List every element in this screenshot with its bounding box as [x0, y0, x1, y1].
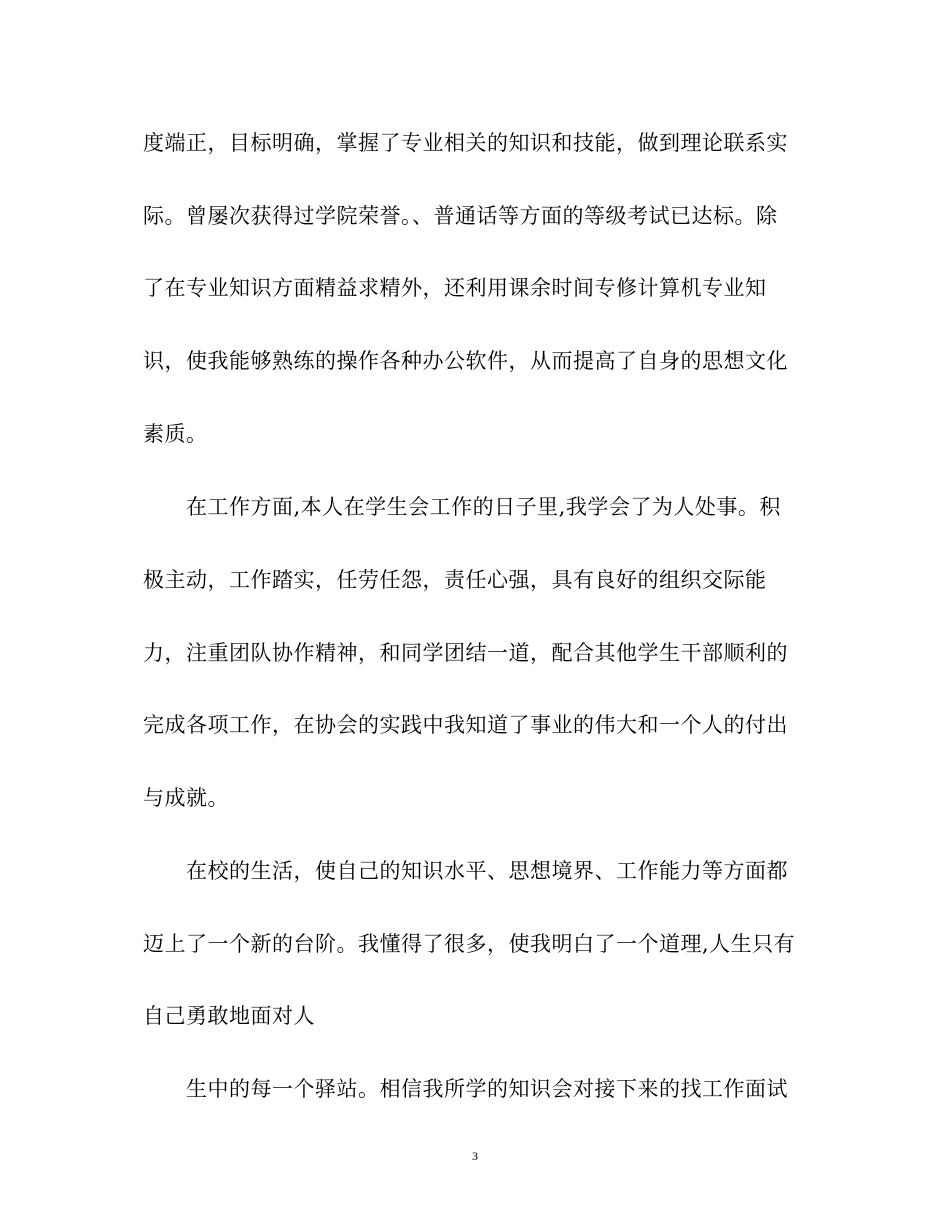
paragraph-2-line-1: 在工作方面,本人在学生会工作的日子里,我学会了为人处事。积 — [186, 495, 781, 519]
paragraph-1-line-5: 素质。 — [143, 422, 208, 446]
paragraph-3-line-2: 迈上了一个新的台阶。我懂得了很多，使我明白了一个道理,人生只有 — [143, 932, 796, 956]
paragraph-2-line-3: 力，注重团队协作精神，和同学团结一道，配合其他学生干部顺利的 — [143, 641, 788, 665]
page-number: 3 — [472, 1149, 478, 1163]
paragraph-3-line-3: 自己勇敢地面对人 — [143, 1004, 315, 1028]
paragraph-1-line-3: 了在专业知识方面精益求精外，还利用课余时间专修计算机专业知 — [143, 276, 767, 300]
paragraph-2-line-5: 与成就。 — [143, 786, 229, 810]
paragraph-1-line-2: 际。曾屡次获得过学院荣誉。、普通话等方面的等级考试已达标。除 — [143, 204, 778, 228]
paragraph-3-line-1: 在校的生活，使自己的知识水平、思想境界、工作能力等方面都 — [186, 859, 788, 883]
paragraph-2-line-4: 完成各项工作，在协会的实践中我知道了事业的伟大和一个人的付出 — [143, 713, 788, 737]
paragraph-4-line-1: 生中的每一个驿站。相信我所学的知识会对接下来的找工作面试 — [186, 1077, 788, 1101]
paragraph-2-line-2: 极主动，工作踏实，任劳任怨，责任心强，具有良好的组织交际能 — [143, 568, 767, 592]
paragraph-1-line-4: 识，使我能够熟练的操作各种办公软件，从而提高了自身的思想文化 — [143, 349, 788, 373]
paragraph-1-line-1: 度端正，目标明确，掌握了专业相关的知识和技能，做到理论联系实 — [143, 131, 788, 155]
